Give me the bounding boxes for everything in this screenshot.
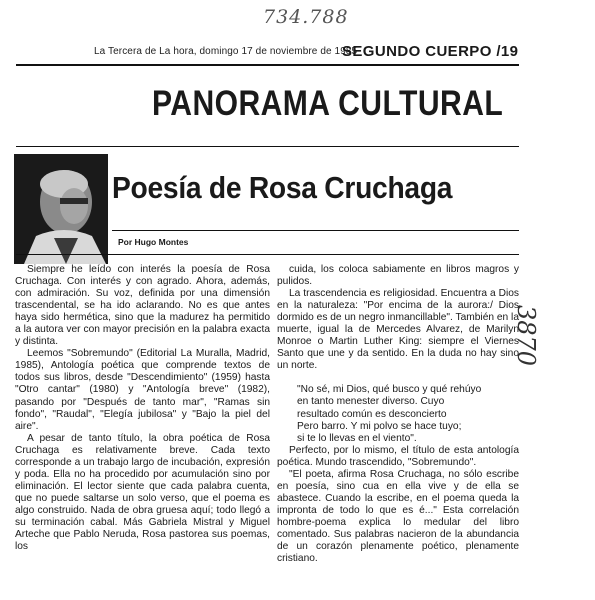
paragraph: Siempre he leído con interés la poesía de Rosa Cruchaga. Con interés y con agrado. Ahora, además, con admiración. Su voz, definida por una dimensión trascendental, se ha ido aclarando. No es que antes haya sido hermética, sino que la madurez ha permitido a la autora ver con mayor precisión en la palabra exacta y distinta. — [15, 264, 270, 348]
poem-line: Pero barro. Y mi polvo se hace tuyo; — [297, 420, 462, 432]
paragraph: "El poeta, afirma Rosa Cruchaga, no sólo escribe en poesía, sino cua en ella vive y de ella se abastece. Cuando la escribe, en el poema queda la impronta de todo lo que es é..." Esta correlación hombre-poema explica lo medular del libro comentado. Sus palabras nacieron de la abundancia de un corazón plenamente poético, plenamente cristiano. — [277, 468, 519, 565]
panorama-cultural-title: PANORAMA CULTURAL — [152, 84, 504, 123]
paragraph: La trascendencia es religiosidad. Encuentra a Dios en la naturaleza: "Por encima de la aurora:/ Dios dormido es de un negro inmancillable". También en la muerte, igual la de Mercedes Alvarez, de Marilyn Monroe o Martin Luther King: siempre el Viernes Santo que une y da sentido. En la duda no hay sino un norte. — [277, 288, 519, 372]
byline-rule — [16, 254, 519, 255]
publication-line: La Tercera de La hora, domingo 17 de noviembre de 1985 — [94, 46, 358, 57]
poem-line: "No sé, mi Dios, qué busco y qué rehúyo — [297, 384, 482, 396]
author-portrait-image — [14, 154, 108, 264]
paragraph: cuida, los coloca sabiamente en libros magros y pulidos. — [277, 264, 519, 288]
handwritten-annotation-top: 734.788 — [263, 6, 349, 28]
paragraph: Leemos "Sobremundo" (Editorial La Muralla, Madrid, 1985), Antología poética que comprende textos de todos sus libros, desde "Descendimiento" (1959) hasta "Otro cantar" (1980) y "Antología breve" (1982), pasando por "Después de tanto mar", "Ramas sin fondo", "Raudal", "Elegía jubilosa" y "Bajo la piel del aire". — [15, 348, 270, 432]
header-rule — [16, 64, 519, 66]
title-rule — [112, 230, 519, 231]
poem-line: si te lo llevas en el viento". — [297, 432, 417, 444]
article-column-left — [15, 264, 270, 553]
author-photo — [14, 154, 108, 264]
section-heading: SEGUNDO CUERPO /19 — [342, 43, 519, 60]
section-rule — [16, 146, 519, 147]
handwritten-annotation-side: 3870 — [512, 305, 540, 367]
paragraph: A pesar de tanto título, la obra poética de Rosa Cruchaga es relativamente breve. Cada texto corresponde a un trabajo largo de incubación, expresión y poda. Ella no ha procedido por acumulación sino por eliminación. El lector siente que cada palabra cuenta, que no puede saltarse un solo verso, que el poema es algo construido. Nada de obra gruesa aquí; todo llegó a su terminación cabal. Más Gabriela Mistral y Miguel Arteche que Pablo Neruda, Rosa pastorea sus poemas, los — [15, 432, 270, 553]
byline: Por Hugo Montes — [118, 237, 189, 247]
poem-line: resultado común es desconcierto — [297, 408, 447, 420]
poem-line: en tanto menester diverso. Cuyo — [297, 396, 445, 408]
paragraph: Perfecto, por lo mismo, el título de esta antología poética. Mundo trascendido, "Sobremundo". — [277, 444, 519, 468]
article-title: Poesía de Rosa Cruchaga — [112, 170, 453, 205]
